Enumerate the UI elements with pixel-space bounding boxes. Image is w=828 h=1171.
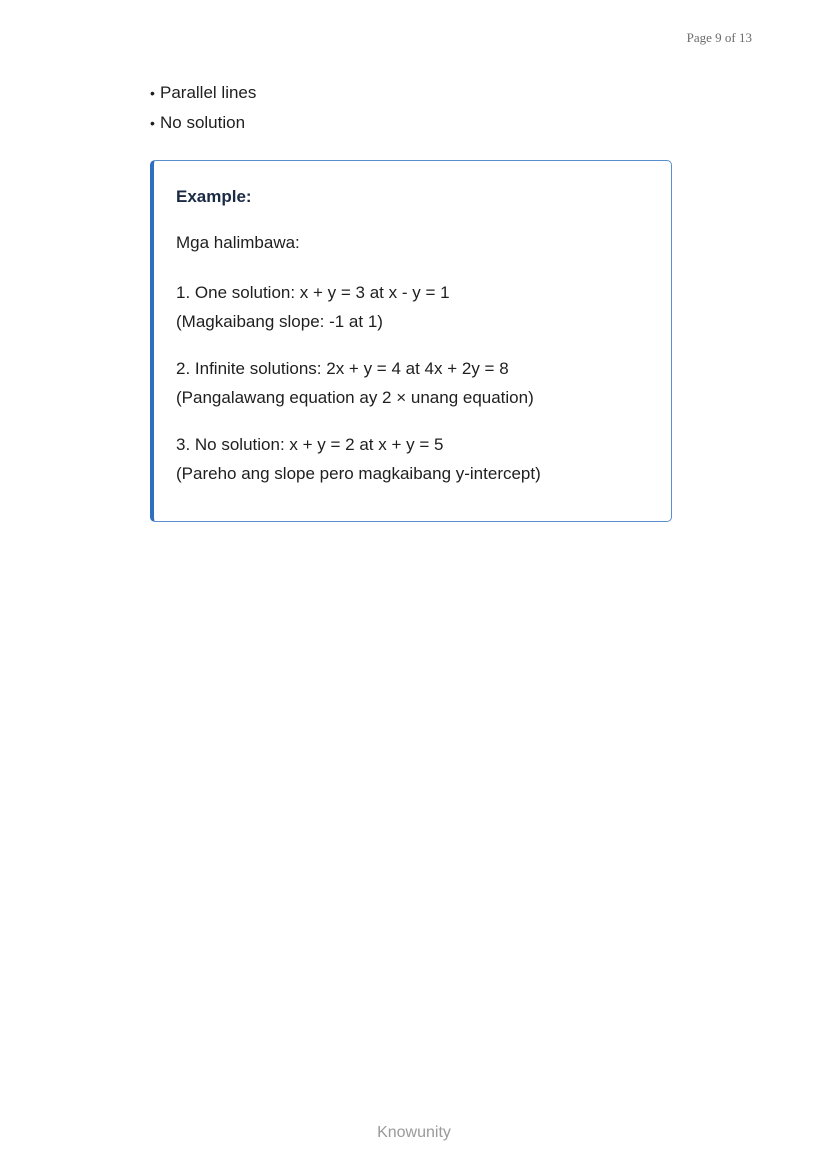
example-item-one-solution [176, 278, 649, 336]
example-explanation: (Pangalawang equation ay 2 × unang equation) [176, 388, 534, 407]
page-number: Page 9 of 13 [686, 30, 752, 45]
bullet-list [150, 78, 256, 138]
example-equation: 2. Infinite solutions: 2x + y = 4 at 4x + 2y = 8 [176, 359, 509, 378]
footer-brand: Knowunity [377, 1124, 451, 1141]
example-explanation: (Magkaibang slope: -1 at 1) [176, 312, 383, 331]
bullet-dot-icon: • [150, 85, 155, 101]
example-intro: Mga halimbawa: [176, 233, 300, 252]
example-title: Example: [176, 187, 252, 206]
example-item-infinite-solutions [176, 354, 649, 412]
bullet-dot-icon: • [150, 115, 155, 131]
bullet-text: Parallel lines [160, 83, 257, 102]
example-equation: 1. One solution: x + y = 3 at x - y = 1 [176, 283, 450, 302]
example-box [150, 160, 672, 522]
example-explanation: (Pareho ang slope pero magkaibang y-intercept) [176, 464, 541, 483]
example-equation: 3. No solution: x + y = 2 at x + y = 5 [176, 435, 444, 454]
bullet-item-no-solution [150, 108, 256, 138]
bullet-item-parallel-lines [150, 78, 256, 108]
example-item-no-solution [176, 430, 649, 488]
bullet-text: No solution [160, 113, 246, 132]
